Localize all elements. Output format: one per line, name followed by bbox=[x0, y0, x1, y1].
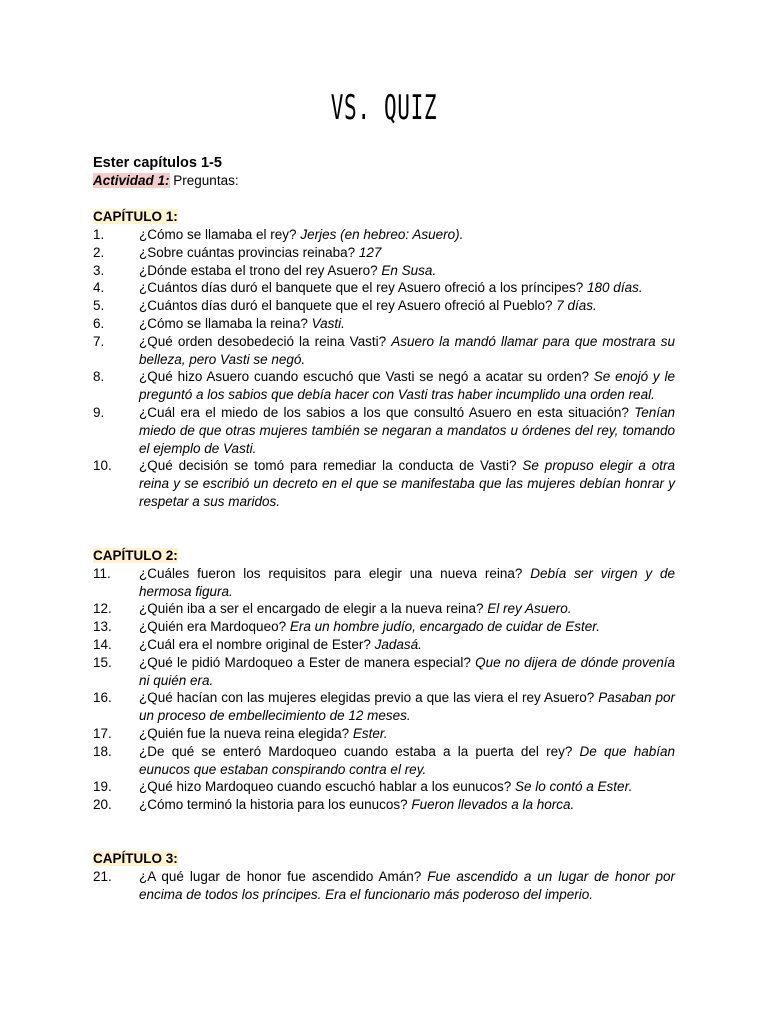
answer-text: Ester. bbox=[352, 725, 388, 741]
question-text: ¿Qué hizo Mardoqueo cuando escuchó hablar a los eunucos? bbox=[139, 779, 515, 795]
question-item bbox=[93, 600, 675, 618]
question-text: ¿Cómo se llamaba el rey? bbox=[139, 227, 301, 242]
question-item bbox=[93, 333, 675, 369]
chapter-heading bbox=[93, 547, 675, 565]
question-list bbox=[93, 226, 675, 511]
answer-text: Se propuso elegir a otra reina y se escribió un decreto en el que se manifestaba que las mujeres debían honrar y respetar a sus maridos. bbox=[139, 458, 675, 509]
question-text: ¿Cómo se llamaba la reina? bbox=[139, 315, 312, 331]
answer-text: Tenían miedo de que otras mujeres también se negaran a mandatos u órdenes del rey, tomando el ejemplo de Vasti. bbox=[139, 404, 675, 456]
document-heading: Ester capítulos 1-5 bbox=[93, 155, 222, 171]
question-item bbox=[93, 868, 675, 904]
question-number: 11. bbox=[93, 565, 111, 581]
answer-text: 7 días. bbox=[556, 298, 597, 314]
question-text: ¿Sobre cuántas provincias reinaba? bbox=[139, 244, 359, 260]
chapters-container bbox=[93, 208, 675, 904]
question-text: ¿Qué hizo Asuero cuando escuchó que Vasti se negó a acatar su orden? bbox=[139, 369, 594, 385]
question-item bbox=[93, 654, 675, 690]
question-number: 3. bbox=[93, 262, 105, 278]
question-number: 4. bbox=[93, 280, 105, 296]
question-number: 18. bbox=[93, 743, 112, 759]
question-number: 14. bbox=[93, 636, 112, 652]
answer-text: Era un hombre judío, encargado de cuidar de Ester. bbox=[289, 619, 601, 635]
question-item bbox=[93, 368, 675, 404]
question-item bbox=[93, 565, 675, 601]
question-list bbox=[93, 868, 675, 904]
document-body bbox=[93, 154, 675, 904]
question-item bbox=[93, 618, 675, 636]
question-item bbox=[93, 778, 675, 796]
answer-text: De que habían eunucos que estaban conspirando contra el rey. bbox=[139, 743, 676, 777]
answer-text: Jadasá. bbox=[374, 636, 422, 652]
question-number: 6. bbox=[93, 315, 105, 331]
question-text: ¿Cuál era el nombre original de Ester? bbox=[139, 636, 375, 652]
question-number: 16. bbox=[93, 690, 112, 706]
question-text: ¿Quién iba a ser el encargado de elegir a la nueva reina? bbox=[139, 601, 488, 617]
question-number: 12. bbox=[93, 601, 112, 617]
answer-text: Se enojó y le preguntó a los sabios que debía hacer con Vasti tras haber incumplido una orden real. bbox=[139, 369, 675, 403]
question-number: 17. bbox=[93, 725, 112, 741]
question-item bbox=[93, 297, 675, 315]
answer-text: Fueron llevados a la horca. bbox=[411, 797, 575, 813]
answer-text: En Susa. bbox=[381, 262, 437, 278]
page-title: VS. QUIZ bbox=[330, 88, 438, 128]
question-item bbox=[93, 262, 675, 280]
question-text: ¿Qué le pidió Mardoqueo a Ester de manera especial? bbox=[139, 654, 476, 670]
question-number: 20. bbox=[93, 797, 112, 813]
question-text: ¿Quién era Mardoqueo? bbox=[139, 619, 290, 635]
question-number: 7. bbox=[93, 333, 105, 349]
question-text: ¿Cuántos días duró el banquete que el rey Asuero ofreció al Pueblo? bbox=[139, 298, 557, 314]
answer-text: Se lo contó a Ester. bbox=[515, 779, 633, 795]
question-text: ¿Qué orden desobedeció la reina Vasti? bbox=[139, 333, 392, 349]
answer-text: Fue ascendido a un lugar de honor por encima de todos los príncipes. Era el funcionario más poderoso del imperio. bbox=[139, 868, 675, 902]
question-text: ¿Cómo terminó la historia para los eunucos? bbox=[139, 797, 412, 813]
answer-text: Vasti. bbox=[311, 315, 345, 331]
question-item bbox=[93, 457, 675, 510]
question-item bbox=[93, 244, 675, 262]
question-item bbox=[93, 689, 675, 725]
question-text: ¿Cuáles fueron los requisitos para elegir una nueva reina? bbox=[139, 565, 531, 581]
question-number: 13. bbox=[93, 619, 112, 635]
chapter-title: CAPÍTULO 2: bbox=[93, 547, 178, 563]
answer-text: Que no dijera de dónde provenía ni quién era. bbox=[139, 654, 675, 688]
question-text: ¿Quién fue la nueva reina elegida? bbox=[139, 725, 353, 741]
chapter-section bbox=[93, 547, 675, 814]
question-number: 8. bbox=[93, 369, 105, 385]
question-text: ¿Dónde estaba el trono del rey Asuero? bbox=[139, 262, 382, 278]
chapter-title: CAPÍTULO 1: bbox=[93, 209, 178, 224]
chapter-title: CAPÍTULO 3: bbox=[93, 850, 178, 866]
question-text: ¿A qué lugar de honor fue ascendido Amán? bbox=[139, 868, 428, 884]
question-item bbox=[93, 279, 675, 297]
question-item bbox=[93, 743, 675, 779]
chapter-heading bbox=[93, 850, 675, 868]
question-item bbox=[93, 404, 675, 457]
activity-line bbox=[93, 172, 675, 190]
answer-text: Debía ser virgen y de hermosa figura. bbox=[139, 565, 675, 599]
answer-text: 127 bbox=[358, 244, 382, 260]
question-list bbox=[93, 565, 675, 814]
question-number: 1. bbox=[93, 227, 105, 242]
question-item bbox=[93, 796, 675, 814]
question-text: ¿De qué se enteró Mardoqueo cuando estaba a la puerta del rey? bbox=[139, 743, 580, 759]
question-number: 9. bbox=[93, 404, 105, 420]
question-text: ¿Cuál era el miedo de los sabios a los que consultó Asuero en esta situación? bbox=[139, 404, 635, 420]
question-item bbox=[93, 636, 675, 654]
answer-text: Pasaban por un proceso de embellecimiento de 12 meses. bbox=[139, 690, 675, 724]
question-number: 2. bbox=[93, 244, 105, 260]
chapter-heading bbox=[93, 208, 675, 226]
question-number: 5. bbox=[93, 298, 105, 314]
answer-text: 180 días. bbox=[587, 280, 643, 296]
question-text: ¿Qué hacían con las mujeres elegidas previo a que las viera el rey Asuero? bbox=[139, 690, 599, 706]
answer-text: Asuero la mandó llamar para que mostrara su belleza, pero Vasti se negó. bbox=[139, 333, 675, 367]
question-number: 10. bbox=[93, 458, 112, 474]
question-number: 15. bbox=[93, 654, 112, 670]
activity-label: Actividad 1: bbox=[93, 173, 170, 188]
chapter-section bbox=[93, 850, 675, 904]
answer-text: El rey Asuero. bbox=[487, 601, 572, 617]
question-item bbox=[93, 315, 675, 333]
chapter-section bbox=[93, 208, 675, 511]
question-text: ¿Cuántos días duró el banquete que el rey Asuero ofreció a los príncipes? bbox=[139, 280, 588, 296]
question-item bbox=[93, 725, 675, 743]
question-item bbox=[93, 226, 675, 244]
activity-text: Preguntas: bbox=[169, 173, 239, 188]
question-number: 19. bbox=[93, 779, 112, 795]
question-text: ¿Qué decisión se tomó para remediar la conducta de Vasti? bbox=[139, 458, 523, 474]
question-number: 21. bbox=[93, 868, 112, 884]
answer-text: Jerjes (en hebreo: Asuero). bbox=[300, 227, 464, 242]
